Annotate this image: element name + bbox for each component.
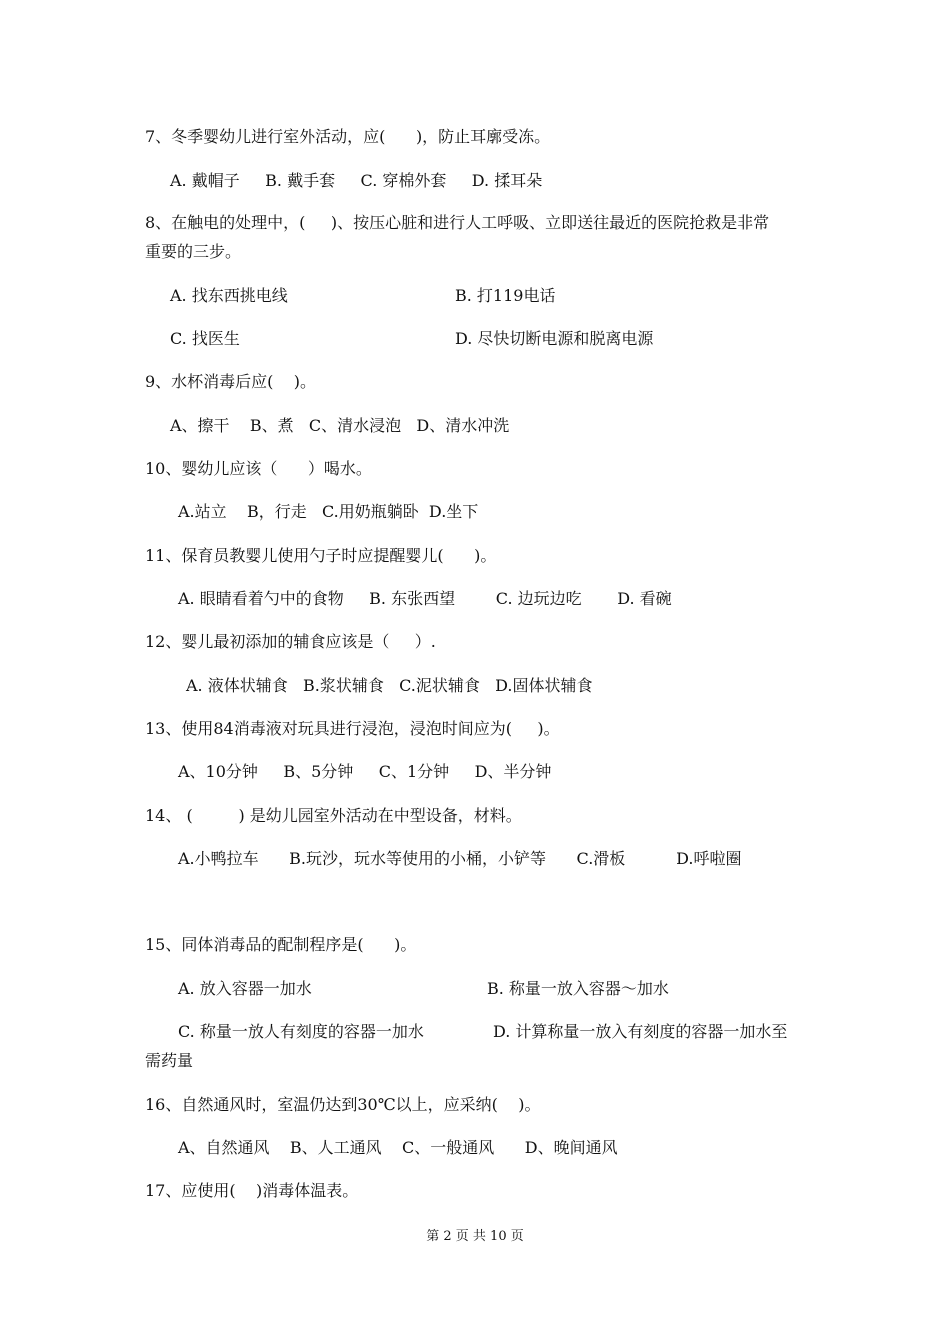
question-8-option-d: D. 尽快切断电源和脱离电源 (455, 329, 654, 348)
question-15-option-b: B. 称量一放入容器～加水 (487, 979, 669, 998)
question-15-continuation: 需药量 (145, 1051, 194, 1070)
question-10-stem: 10、婴幼儿应该（ ）喝水。 (145, 459, 372, 478)
question-11-options: A. 眼睛看着勺中的食物 B. 东张西望 C. 边玩边吃 D. 看碗 (178, 589, 672, 608)
question-8-option-b: B. 打119电话 (455, 286, 556, 305)
question-14-stem: 14、 ( ) 是幼儿园室外活动在中型设备，材料。 (145, 806, 522, 825)
question-7-stem: 7、冬季婴幼儿进行室外活动，应( )，防止耳廓受冻。 (145, 127, 551, 146)
question-14-options: A.小鸭拉车 B.玩沙，玩水等使用的小桶，小铲等 C.滑板 D.呼啦圈 (178, 849, 742, 868)
question-13-options: A、10分钟 B、5分钟 C、1分钟 D、半分钟 (178, 762, 552, 781)
question-12-stem: 12、婴儿最初添加的辅食应该是（ ）. (145, 632, 436, 651)
page-footer: 第 2 页 共 10 页 (426, 1229, 524, 1244)
question-8-option-c: C. 找医生 (170, 329, 240, 348)
question-15-option-a: A. 放入容器一加水 (178, 979, 312, 998)
question-13-stem: 13、使用84消毒液对玩具进行浸泡，浸泡时间应为( )。 (145, 719, 560, 738)
question-9-options: A、擦干 B、煮 C、清水浸泡 D、清水冲洗 (170, 416, 510, 435)
question-17-stem: 17、应使用( )消毒体温表。 (145, 1181, 359, 1200)
question-15-option-d: D. 计算称量一放入有刻度的容器一加水至 (493, 1022, 788, 1041)
question-8-option-a: A. 找东西挑电线 (170, 286, 288, 305)
question-9-stem: 9、水杯消毒后应( )。 (145, 372, 317, 391)
question-15-stem: 15、同体消毒品的配制程序是( )。 (145, 935, 417, 954)
question-8-stem-line2: 重要的三步。 (145, 242, 242, 261)
question-8-stem-line1: 8、在触电的处理中，( )、按压心脏和进行人工呼吸、立即送往最近的医院抢救是非常 (145, 213, 770, 232)
question-7-options: A. 戴帽子 B. 戴手套 C. 穿棉外套 D. 揉耳朵 (170, 171, 543, 190)
question-11-stem: 11、保育员教婴儿使用勺子时应提醒婴儿( )。 (145, 546, 497, 565)
question-15-option-c: C. 称量一放人有刻度的容器一加水 (178, 1022, 424, 1041)
question-16-stem: 16、自然通风时，室温仍达到30℃以上，应采纳( )。 (145, 1095, 541, 1114)
question-12-options: A. 液体状辅食 B.浆状辅食 C.泥状辅食 D.固体状辅食 (186, 676, 593, 695)
question-16-options: A、自然通风 B、人工通风 C、一般通风 D、晚间通风 (178, 1138, 618, 1157)
question-10-options: A.站立 B，行走 C.用奶瓶躺卧 D.坐下 (178, 502, 479, 521)
